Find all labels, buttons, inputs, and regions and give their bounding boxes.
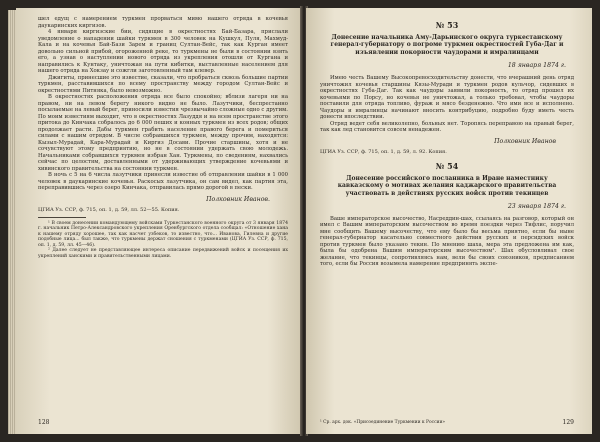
left-paragraph: Джигиты, принесшие это известие, сказали, что пробраться сквозь большие партии туркмен, расставившихся по всему пространству между городом Султан-Вейс и окрестностями Питняка, было невозможно.: [38, 74, 288, 94]
right-page-number: 129: [562, 419, 574, 426]
document-date: 18 января 1874 г.: [507, 62, 566, 70]
left-paragraph: В ночь с 5 на 6 числа лазутчики принесли известие об отправлении шайки в 1 000 человек в даукаринские кочевья. Раскосых лазутчика, он сам видел, как партия эта, переправившись через озеро Кинчака, отправилась прямо дорогой в пески.: [38, 172, 288, 191]
document-paragraph: Ваше императорское высочество, Насреддин-шах, ссылаясь на разговор, который он имел с Вашим императорским высочеством во время поездки через Тифлис, поручил мне сообщить Вашему высочеству, что ему было бы весьма приятно, если бы ныне генерал-губернатор касательно совместного действия русских и персидских войск против туркмен было указано текин. По мнению шаха, мера эта предложена им как, была бы одобрена Вашим императорским высочеством¹. Шах обусловливал свое желание, что текинцы, сопротивляясь нам, вели бы своих союзников, предписанием того, если бы Россия возымела намерение предпринять экспе-: [320, 215, 574, 268]
document-archive-reference: ЦГИА Уз. ССР, ф. 715, оп. 1, д. 59, л. 92. Копия.: [320, 148, 447, 155]
running-footer-note: ¹ Ср. арх. док. «Присоединение Туркмении к России»: [320, 420, 446, 425]
footnote-rule: [38, 217, 86, 218]
document-number: № 53: [435, 20, 459, 30]
document-signature: Полковник Иванов: [494, 137, 556, 145]
footnotes: [38, 221, 288, 260]
left-paragraph: 4 января киргизские бии, сидящие в окрестностях Бай-Базара, прислали уведомление о нападении шайки туркмен в 300 человек на Кушкул, Пуля, Махмуд-Кала и на кочевья Бай-Бази Зарем и границ Султан-Вейс, так как Курган имеет довольно сильной прибой, огороженной реке, то туркмены не были в состоянии взять его, а узнав о наступлении нового отряда из укрепления отошли от Кургана и направились к Кунтаку, уничтожая на пути кибитки, выставленные населением для нашего отряда на Хокзау и сожгли заготовленный там клевер.: [38, 29, 288, 74]
document-date: 23 января 1874 г.: [507, 202, 566, 210]
left-paragraph: шел едущ с намерением туркмен прорваться мимо нашего отряда в кочевья даукаринских киргизов.: [38, 16, 288, 29]
footnote: ¹ В своем донесении командующему войсками Туркестанского военного округа от 3 января 1874 г. начальник Петро-Александровского укрепления Оренбургского отдела сообщал: «Отношение хана к нашему отряду хорошее, так как насчет узбеков, то известно, что... Иванова, Гилевна и другие подобные лица... был также, что туркмены держат сношения с туркменами (ЦГИА Уз. ССР, ф. 715, оп. 1, д. 59, лл. 45—46).: [38, 220, 288, 248]
left-page: [16, 8, 302, 434]
footnote: ² Далее следует не представляющее интереса описание передвижений войск и посещения их укреплений ханскими и правительственными лицами.: [38, 248, 288, 260]
left-signature: Полковник Иванов.: [206, 195, 270, 203]
document-title: Донесение российского посланника в Иране наместнику кавказскому о мотивах желания каджарского правительства участвовать в действиях русских войск против текинцев: [337, 174, 557, 197]
document-paragraph: Имею честь Вашему Высокопревосходительству донести, что вчерашний день отряд уничтожил кочевья старшины Кязы-Муради и туркмен родов кульчор, сидевших в окрестностях Губа-Даг. Так как чаудоры заявили покорность, то отряд прошел их кочевьями по Порсу, но кочевья не уничтожал, а только требовал, чтобы чаудоры поставили для отряда топливо, фураж и мясо безденежно. Что ими все и исполнено. Чаудоры и имралинцы начинают вносить контрибуцию, подробно буду иметь честь донести впоследствии.: [320, 75, 574, 121]
left-page-number: 128: [38, 419, 50, 426]
document-title: Донесение начальника Аму-Дарьинского округа туркестанскому генерал-губернатору о погроме туркмен окрестностей Губа-Даг и изъявлении покорности чаудорами и имралинцами: [330, 34, 564, 56]
document-number: № 54: [435, 160, 459, 171]
right-page: [306, 8, 592, 434]
left-archive-reference: ЦГИА Уз. ССР, ф. 715, оп. 1, д. 59, лл. 52—55. Копия.: [38, 206, 180, 213]
document-paragraph: Отряд ведет себя великолепно, больных нет. Торопясь переправою на правый берег, так как лед становится совсем ненадежен.: [320, 120, 574, 134]
left-paragraph: В окрестностях расположения отряда все было спокойно; вблизи лагеря ни на правом, ни на левом берегу никого видно не было. Лазутчики, беспрестанно посылаемые на левый берег, приносили известия чрезвычайно сложные одно с другим. По моим известиям выходит, что в окрестностях Лазуддя и на всем пространстве этого притока до Кинчака собралось до 6 000 пеших и конных туркмен из всех родов; общих продолжает расти. Дабы туркмен грабить население правого берега и помериться силами с нашим отрядом. В числе собравшихся туркмен, между прочим, находятся: Кызыл-Мурадай, Кара-Мурадай и Киргиз Досави. Прочие старшины, хотя и не сочувствуют этому предприятию, но не в состоянии удержать свою молодежь. Начальниками собравшихся туркмен избран Хан. Туркмены, по сведениям, нахвались сейчас по целостям, доставленными от удерживающих утверждение кочевьями и хивинского правительства на состоянии туркмен.: [38, 94, 288, 172]
